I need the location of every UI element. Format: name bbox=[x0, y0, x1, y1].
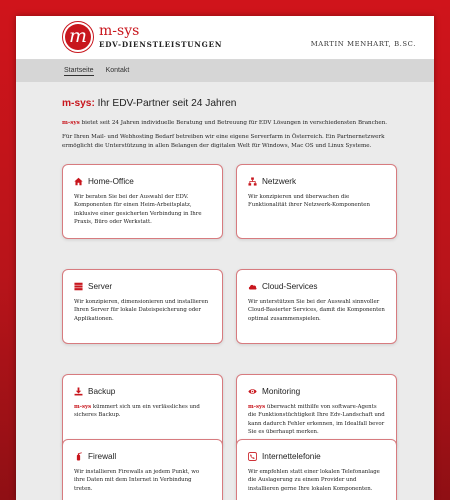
card-text: Wir unterstützen Sie bei der Auswahl sinnvoller Cloud-Basierter Services, damit die Komponenten optimal zusammenspielen. bbox=[248, 299, 385, 322]
logo-title[interactable]: m-sys bbox=[99, 23, 140, 39]
card-text: m-sys kümmert sich um ein verlässliches und sicheres Backup. bbox=[74, 404, 200, 419]
cloud-icon bbox=[248, 282, 257, 291]
main-nav bbox=[16, 60, 434, 82]
server-icon bbox=[74, 282, 83, 291]
owner-name: MARTIN MENHART, B.SC. bbox=[310, 40, 416, 48]
home-office-icon bbox=[74, 177, 83, 186]
card-title: Monitoring bbox=[262, 386, 301, 396]
service-card-firewall[interactable] bbox=[62, 439, 223, 500]
intro-text bbox=[62, 119, 388, 150]
card-text: Wir beraten Sie bei der Auswahl der EDV. Komponenten für einen Heim-Arbeitsplatz, inklusive einer gesicherten Verbindung in Ihre Praxis, Büro oder Werkstatt. bbox=[74, 194, 202, 226]
service-card-monitoring[interactable] bbox=[236, 374, 397, 449]
service-card-server[interactable] bbox=[62, 269, 223, 344]
card-title: Netzwerk bbox=[262, 176, 297, 186]
service-card-cloud-services[interactable] bbox=[236, 269, 397, 344]
card-text: Wir empfehlen statt einer lokalen Telefonanlage die Auslagerung zu einem Provider und installieren gerne Ihre lokalen Komponenten. bbox=[248, 469, 380, 492]
card-text: Wir konzipieren und überwachen die Funktionalität ihrer Netzwerk-Komponenten bbox=[248, 194, 370, 209]
service-card-home-office[interactable] bbox=[62, 164, 223, 239]
logo-subtitle: EDV-DIENSTLEISTUNGEN bbox=[99, 40, 223, 49]
network-icon bbox=[248, 177, 257, 186]
page-title bbox=[62, 98, 388, 109]
eye-icon bbox=[248, 387, 257, 396]
intro-brand: m-sys bbox=[62, 120, 80, 126]
card-text: m-sys überwacht mithilfe von software-Agents die Funktionstüchtigkeit Ihre Edv-Landschaft und kann dadurch Fehler erkennen, im Idealfall bevor Sie es überhaupt merken. bbox=[248, 404, 385, 436]
intro-paragraph-1 bbox=[62, 119, 388, 127]
main-content bbox=[16, 98, 434, 150]
phone-icon bbox=[248, 452, 257, 461]
card-title: Internettelefonie bbox=[262, 451, 321, 461]
fire-extinguisher-icon bbox=[74, 452, 83, 461]
card-title: Home-Office bbox=[88, 176, 134, 186]
intro-paragraph-2: Für Ihren Mail- und Webhosting Bedarf betreiben wir eine eigene Serverfarm in Österreich. Ein Partnernetzwerk ermöglicht die Unterstützung in allen Belangen der digitalen Welt für Windows, Mac OS und Linux Systeme. bbox=[62, 134, 385, 149]
nav-item-startseite[interactable]: Startseite bbox=[64, 66, 94, 74]
page-title-brand: m-sys: bbox=[62, 98, 95, 109]
page-title-text: Ihr EDV-Partner seit 24 Jahren bbox=[94, 98, 237, 109]
nav-item-kontakt[interactable]: Kontakt bbox=[105, 67, 130, 74]
download-icon bbox=[74, 387, 83, 396]
intro-paragraph-1-text: bietet seit 24 Jahren individuelle Beratung und Betreuung für EDV Lösungen in verschiedensten Branchen. bbox=[79, 120, 388, 126]
service-card-internettelefonie[interactable] bbox=[236, 439, 397, 500]
card-title: Firewall bbox=[88, 451, 117, 461]
service-card-netzwerk[interactable] bbox=[236, 164, 397, 239]
service-card-backup[interactable] bbox=[62, 374, 223, 449]
card-title: Cloud-Services bbox=[262, 281, 318, 291]
card-text: Wir konzipieren, dimensionieren und installieren Ihren Server für lokale Dateispeicherung oder Applikationen. bbox=[74, 299, 209, 322]
card-text: Wir installieren Firewalls an jedem Punkt, wo ihre Daten mit dem Internet in Verbindung treten. bbox=[74, 469, 200, 492]
logo-icon[interactable]: m bbox=[65, 24, 91, 50]
page bbox=[16, 16, 434, 500]
site-header bbox=[16, 16, 434, 60]
card-title: Server bbox=[88, 281, 113, 291]
card-title: Backup bbox=[88, 386, 116, 396]
